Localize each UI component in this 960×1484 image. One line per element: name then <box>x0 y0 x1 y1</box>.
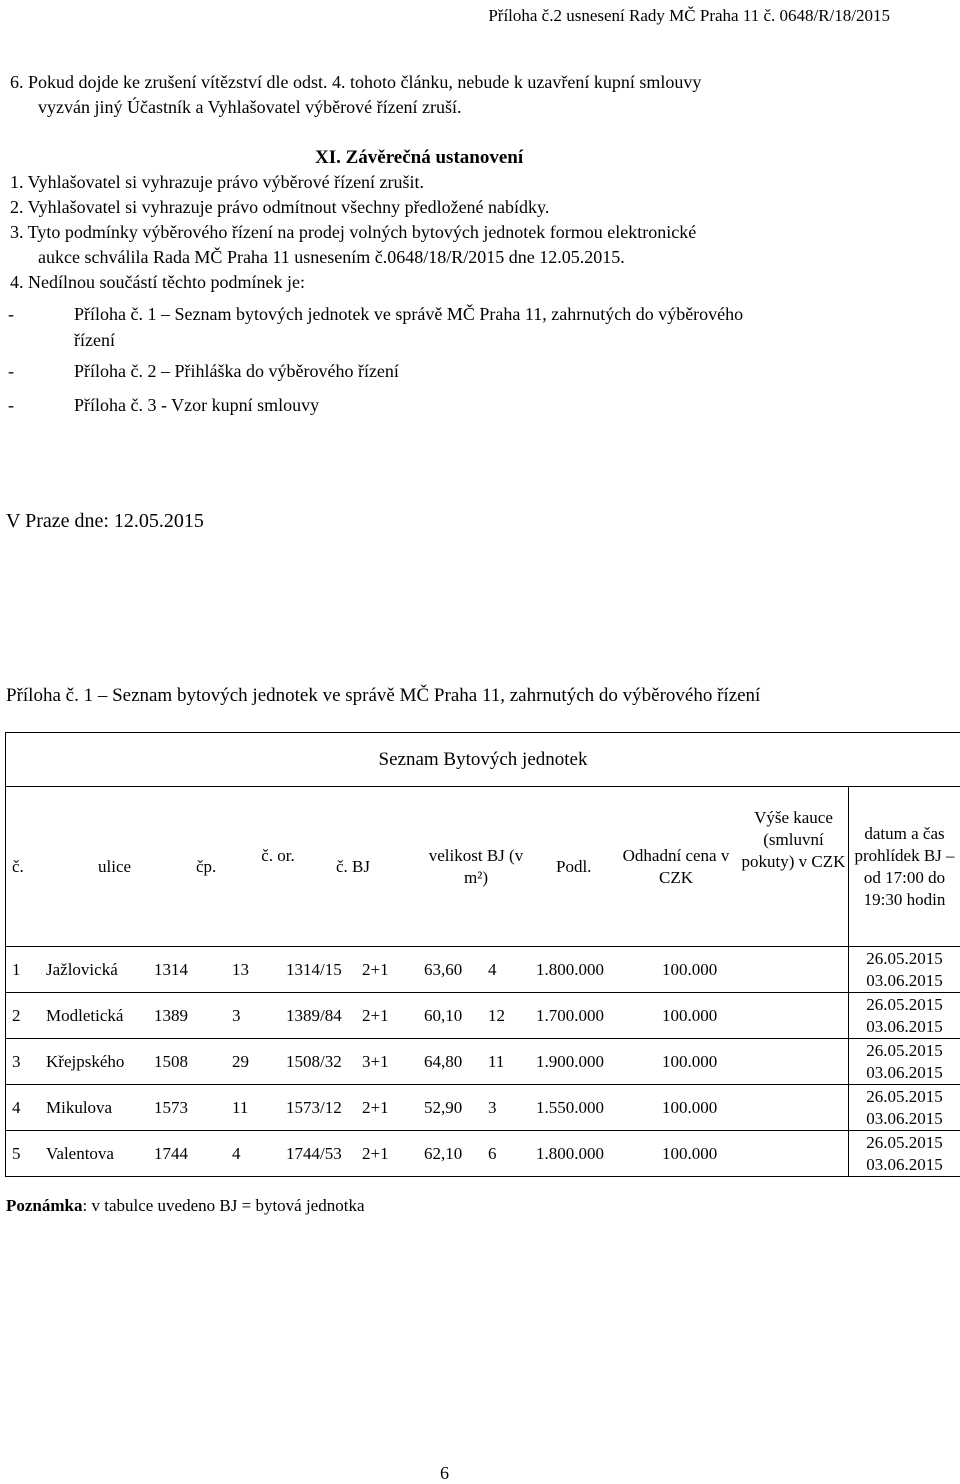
item-1: 1. Vyhlašovatel si vyhrazuje právo výběrové řízení zrušit. <box>10 172 424 193</box>
cell-date-2: 03.06.2015 <box>849 1062 960 1084</box>
cell-cena: 1.800.000 <box>536 1144 662 1164</box>
cell-date-1: 26.05.2015 <box>849 1132 960 1154</box>
item-2: 2. Vyhlašovatel si vyhrazuje právo odmítnout všechny předložené nabídky. <box>10 197 549 218</box>
row-cells <box>6 993 849 1039</box>
cell-cena: 1.800.000 <box>536 960 662 980</box>
cell-podl: 11 <box>488 1052 536 1072</box>
cell-c: 5 <box>12 1144 46 1164</box>
header-cells <box>6 787 849 947</box>
cell-dates <box>849 1131 960 1177</box>
cell-cor: 29 <box>232 1052 286 1072</box>
item-6-line1: 6. Pokud dojde ke zrušení vítězství dle odst. 4. tohoto článku, nebude k uzavření kupní smlouvy <box>10 72 701 93</box>
attachment-2: Příloha č. 2 – Přihláška do výběrového řízení <box>74 361 399 382</box>
page-number: 6 <box>440 1463 449 1484</box>
units-table <box>5 732 960 1177</box>
col-header-cbj: č. BJ <box>336 856 370 878</box>
cell-typ: 2+1 <box>362 1098 424 1118</box>
cell-cp: 1573 <box>154 1098 232 1118</box>
col-header-velikost: velikost BJ (v m²) <box>426 845 526 889</box>
cell-kauce: 100.000 <box>662 1098 742 1118</box>
row-cells <box>6 1085 849 1131</box>
cell-velikost: 52,90 <box>424 1098 488 1118</box>
table-caption: Seznam Bytových jednotek <box>6 733 960 787</box>
page-header: Příloha č.2 usnesení Rady MČ Praha 11 č. 0648/R/18/2015 <box>488 6 890 26</box>
cell-typ: 3+1 <box>362 1052 424 1072</box>
cell-cp: 1389 <box>154 1006 232 1026</box>
cell-cor: 3 <box>232 1006 286 1026</box>
cell-podl: 4 <box>488 960 536 980</box>
col-header-kauce: Výše kauce (smluvní pokuty) v CZK <box>741 807 846 873</box>
cell-velikost: 60,10 <box>424 1006 488 1026</box>
cell-cbj: 1389/84 <box>286 1006 362 1026</box>
table-row <box>6 1131 960 1177</box>
section-title: XI. Závěrečná ustanovení <box>315 147 523 169</box>
cell-kauce: 100.000 <box>662 1144 742 1164</box>
cell-kauce: 100.000 <box>662 1052 742 1072</box>
row-cells <box>6 947 849 993</box>
annex-title: Příloha č. 1 – Seznam bytových jednotek ve správě MČ Praha 11, zahrnutých do výběrového řízení <box>6 685 760 707</box>
col-header-cor: č. or. <box>256 845 300 867</box>
row-cells <box>6 1039 849 1085</box>
table-row <box>6 993 960 1039</box>
footnote-text: : v tabulce uvedeno BJ = bytová jednotka <box>83 1196 365 1215</box>
cell-date-1: 26.05.2015 <box>849 994 960 1016</box>
attachment-3: Příloha č. 3 - Vzor kupní smlouvy <box>74 395 319 416</box>
cell-date-1: 26.05.2015 <box>849 1040 960 1062</box>
cell-podl: 12 <box>488 1006 536 1026</box>
cell-ulice: Jažlovická <box>46 960 154 980</box>
attachment-1-line1: Příloha č. 1 – Seznam bytových jednotek ve správě MČ Praha 11, zahrnutých do výběrového <box>74 304 743 325</box>
col-header-datum: datum a čas prohlídek BJ – od 17:00 do 19:30 hodin <box>849 787 960 947</box>
cell-velikost: 64,80 <box>424 1052 488 1072</box>
cell-date-2: 03.06.2015 <box>849 1016 960 1038</box>
item-3-line2: aukce schválila Rada MČ Praha 11 usnesením č.0648/18/R/2015 dne 12.05.2015. <box>38 247 625 268</box>
col-header-podl: Podl. <box>556 856 591 878</box>
col-header-c: č. <box>12 856 24 878</box>
cell-cp: 1744 <box>154 1144 232 1164</box>
cell-cbj: 1573/12 <box>286 1098 362 1118</box>
item-6-line2: vyzván jiný Účastník a Vyhlašovatel výběrové řízení zruší. <box>38 97 462 118</box>
cell-cena: 1.550.000 <box>536 1098 662 1118</box>
cell-velikost: 62,10 <box>424 1144 488 1164</box>
item-4: 4. Nedílnou součástí těchto podmínek je: <box>10 272 305 293</box>
place-date: V Praze dne: 12.05.2015 <box>6 510 204 533</box>
cell-dates <box>849 993 960 1039</box>
col-header-cp: čp. <box>196 856 216 878</box>
cell-cp: 1314 <box>154 960 232 980</box>
cell-cor: 11 <box>232 1098 286 1118</box>
dash-bullet: - <box>8 361 14 382</box>
cell-cp: 1508 <box>154 1052 232 1072</box>
row-cells <box>6 1131 849 1177</box>
cell-podl: 6 <box>488 1144 536 1164</box>
table-row <box>6 1039 960 1085</box>
footnote-label: Poznámka <box>6 1196 83 1215</box>
cell-velikost: 63,60 <box>424 960 488 980</box>
cell-typ: 2+1 <box>362 1144 424 1164</box>
dash-bullet: - <box>8 304 14 325</box>
cell-cor: 4 <box>232 1144 286 1164</box>
cell-c: 4 <box>12 1098 46 1118</box>
footnote <box>6 1196 365 1216</box>
cell-cbj: 1508/32 <box>286 1052 362 1072</box>
cell-date-2: 03.06.2015 <box>849 970 960 992</box>
cell-date-2: 03.06.2015 <box>849 1108 960 1130</box>
cell-typ: 2+1 <box>362 960 424 980</box>
table-row <box>6 1085 960 1131</box>
cell-ulice: Mikulova <box>46 1098 154 1118</box>
col-header-ulice: ulice <box>98 856 131 878</box>
cell-typ: 2+1 <box>362 1006 424 1026</box>
cell-ulice: Modletická <box>46 1006 154 1026</box>
cell-c: 1 <box>12 960 46 980</box>
cell-c: 2 <box>12 1006 46 1026</box>
cell-ulice: Valentova <box>46 1144 154 1164</box>
cell-cena: 1.900.000 <box>536 1052 662 1072</box>
cell-cbj: 1744/53 <box>286 1144 362 1164</box>
cell-date-2: 03.06.2015 <box>849 1154 960 1176</box>
cell-date-1: 26.05.2015 <box>849 1086 960 1108</box>
dash-bullet: - <box>8 395 14 416</box>
cell-cbj: 1314/15 <box>286 960 362 980</box>
cell-date-1: 26.05.2015 <box>849 948 960 970</box>
cell-kauce: 100.000 <box>662 1006 742 1026</box>
cell-podl: 3 <box>488 1098 536 1118</box>
cell-c: 3 <box>12 1052 46 1072</box>
table-row <box>6 947 960 993</box>
cell-dates <box>849 1085 960 1131</box>
cell-dates <box>849 947 960 993</box>
cell-ulice: Křejpského <box>46 1052 154 1072</box>
item-3-line1: 3. Tyto podmínky výběrového řízení na prodej volných bytových jednotek formou elektronické <box>10 222 696 243</box>
cell-cor: 13 <box>232 960 286 980</box>
cell-kauce: 100.000 <box>662 960 742 980</box>
col-header-cena: Odhadní cena v CZK <box>611 845 741 889</box>
attachment-1-line2: řízení <box>74 330 115 351</box>
cell-dates <box>849 1039 960 1085</box>
cell-cena: 1.700.000 <box>536 1006 662 1026</box>
